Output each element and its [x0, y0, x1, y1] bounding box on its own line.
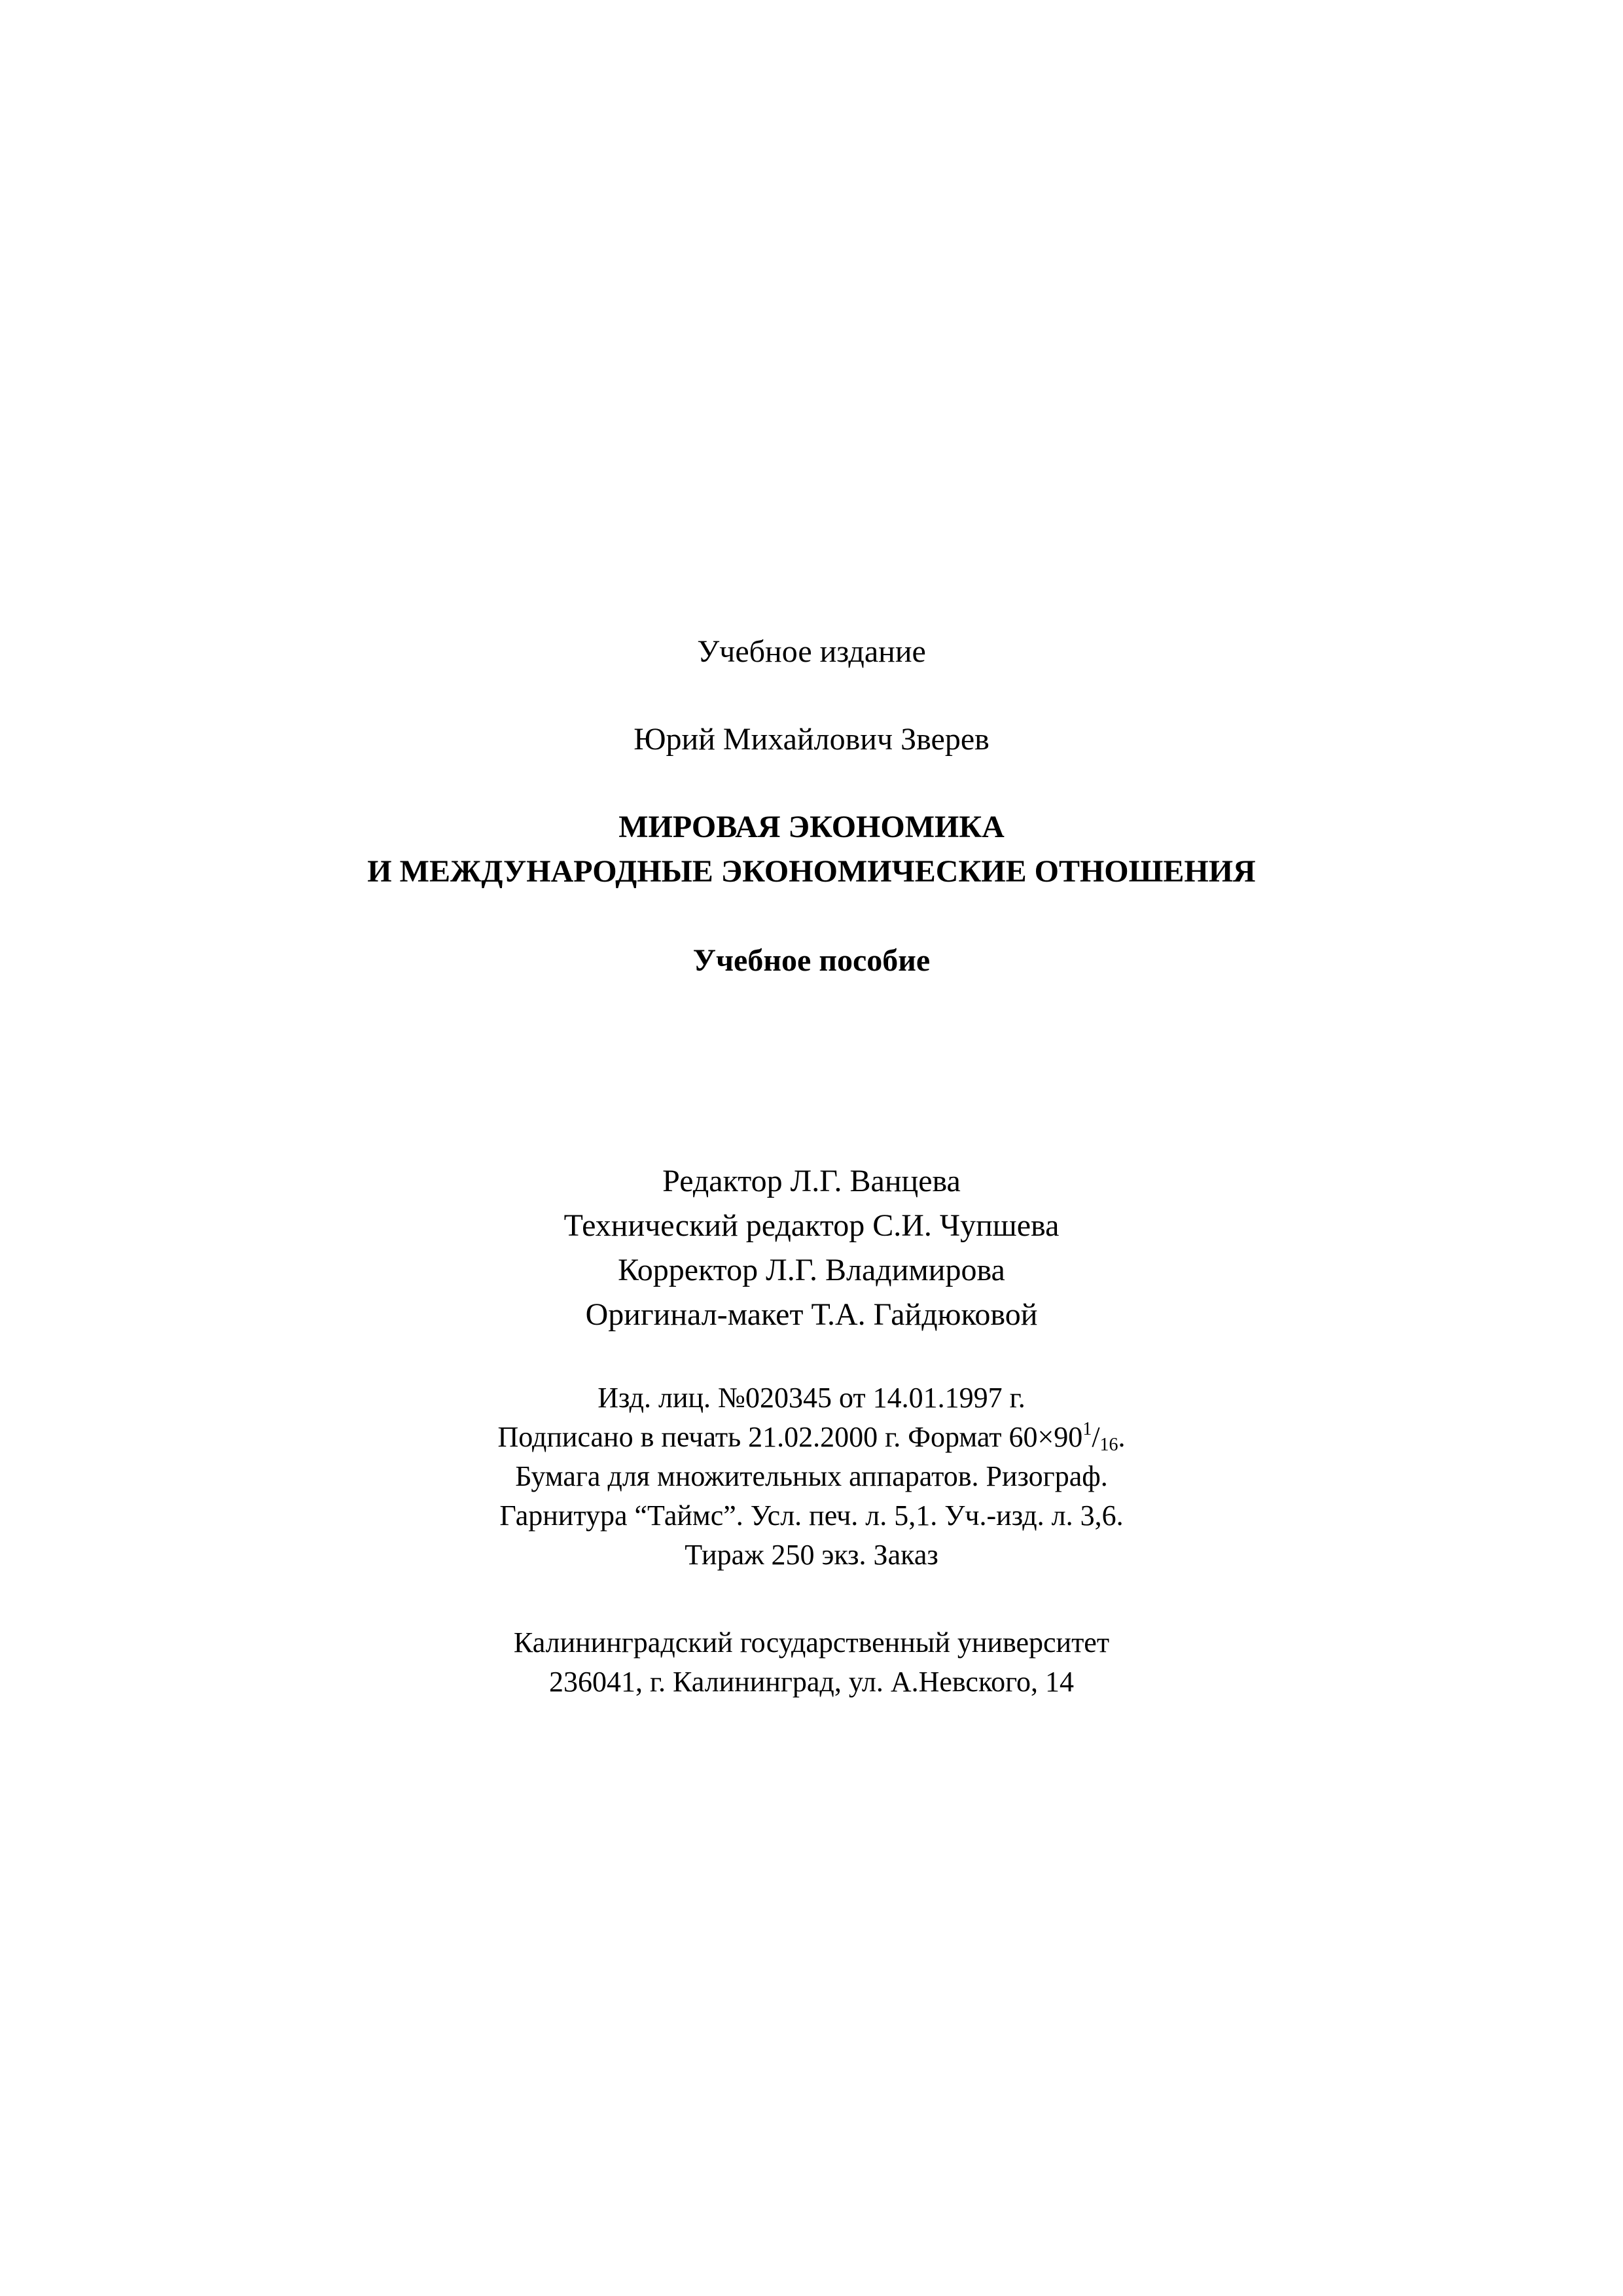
edition-type: Учебное издание [697, 634, 926, 669]
publisher-address: 236041, г. Калининград, ул. А.Невского, 14 [548, 1666, 1075, 1698]
credit-proofreader: Корректор Л.Г. Владимирова [618, 1253, 1005, 1287]
imprint-typeface: Гарнитура “Таймс”. Усл. печ. л. 5,1. Уч.-изд. л. 3,6. [499, 1499, 1124, 1532]
credit-editor: Редактор Л.Г. Ванцева [662, 1164, 961, 1198]
title-line-2: И МЕЖДУНАРОДНЫЕ ЭКОНОМИЧЕСКИЕ ОТНОШЕНИЯ [367, 854, 1256, 889]
imprint-paper: Бумага для множительных аппаратов. Ризограф. [515, 1460, 1108, 1492]
format-subscript: 16 [1099, 1435, 1118, 1455]
imprint-signed-text: Подписано в печать 21.02.2000 г. Формат 60×90 [497, 1421, 1083, 1453]
subtitle: Учебное пособие [692, 943, 931, 978]
format-superscript: 1 [1082, 1419, 1092, 1439]
imprint-print-run: Тираж 250 экз. Заказ [685, 1539, 938, 1571]
imprint-signed [0, 1419, 1623, 1456]
credit-layout: Оригинал-макет Т.А. Гайдюковой [585, 1297, 1038, 1332]
credit-tech-editor: Технический редактор С.И. Чупшева [563, 1208, 1060, 1243]
imprint-license: Изд. лиц. №020345 от 14.01.1997 г. [597, 1382, 1026, 1414]
format-slash: / [1092, 1421, 1100, 1453]
author-name: Юрий Михайлович Зверев [633, 722, 990, 757]
title-line-1: МИРОВАЯ ЭКОНОМИКА [618, 810, 1005, 844]
publisher-name: Калининградский государственный университет [513, 1626, 1110, 1659]
imprint-signed-suffix: . [1118, 1421, 1126, 1453]
